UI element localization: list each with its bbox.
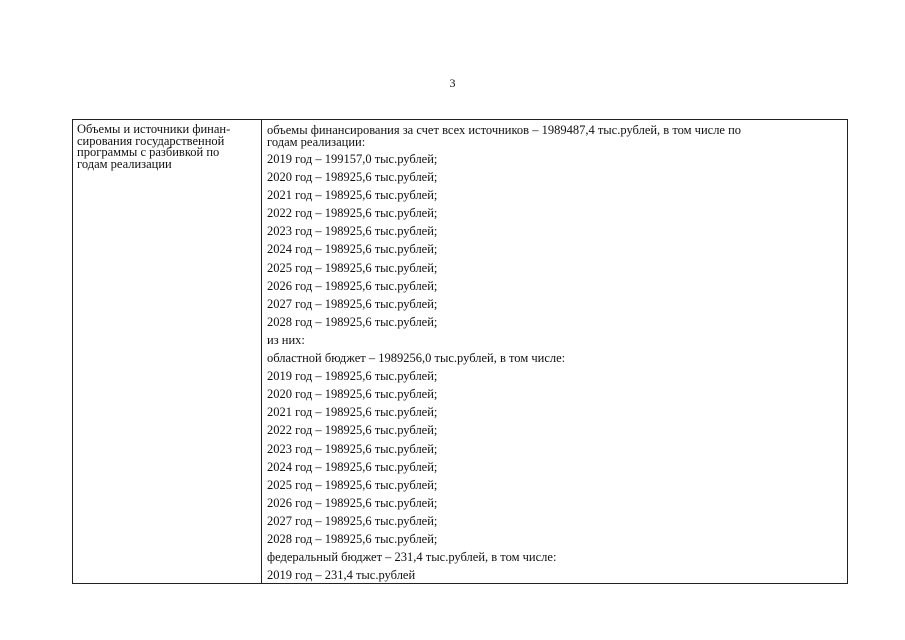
regional-year-row: 2025 год – 198925,6 тыс.рублей; xyxy=(267,477,438,492)
of-them-label: из них: xyxy=(267,332,305,347)
page-number: 3 xyxy=(449,76,456,90)
regional-year-row: 2027 год – 198925,6 тыс.рублей; xyxy=(267,513,438,528)
regional-budget-heading: областной бюджет – 1989256,0 тыс.рублей, в том числе: xyxy=(267,351,566,366)
total-year-row: 2026 год – 198925,6 тыс.рублей; xyxy=(267,278,438,293)
total-year-row: 2021 год – 198925,6 тыс.рублей; xyxy=(267,188,438,203)
section-label-line: программы с разбивкой по xyxy=(77,145,220,159)
regional-year-row: 2021 год – 198925,6 тыс.рублей; xyxy=(267,405,438,420)
total-year-row: 2028 год – 198925,6 тыс.рублей; xyxy=(267,314,438,329)
total-year-row: 2027 год – 198925,6 тыс.рублей; xyxy=(267,296,438,311)
total-funding-intro xyxy=(267,124,843,148)
total-year-row: 2023 год – 198925,6 тыс.рублей; xyxy=(267,224,438,239)
intro-line: годам реализации: xyxy=(267,135,366,149)
regional-year-row: 2024 год – 198925,6 тыс.рублей; xyxy=(267,459,438,474)
federal-year-row: 2019 год – 231,4 тыс.рублей xyxy=(267,568,416,583)
section-label-cell xyxy=(73,120,262,583)
regional-year-row: 2026 год – 198925,6 тыс.рублей; xyxy=(267,495,438,510)
funding-details-cell xyxy=(263,120,847,587)
regional-year-row: 2019 год – 198925,6 тыс.рублей; xyxy=(267,369,438,384)
federal-budget-heading: федеральный бюджет – 231,4 тыс.рублей, в том числе: xyxy=(267,550,557,565)
regional-year-row: 2022 год – 198925,6 тыс.рублей; xyxy=(267,423,438,438)
total-year-row: 2024 год – 198925,6 тыс.рублей; xyxy=(267,242,438,257)
regional-by-year-list xyxy=(267,367,843,548)
total-year-row: 2022 год – 198925,6 тыс.рублей; xyxy=(267,206,438,221)
total-year-row: 2019 год – 199157,0 тыс.рублей; xyxy=(267,152,438,166)
section-label-line: Объемы и источники финан- xyxy=(77,122,231,136)
regional-year-row: 2020 год – 198925,6 тыс.рублей; xyxy=(267,387,438,402)
section-label-line: сирования государственной xyxy=(77,133,225,148)
intro-line: объемы финансирования за счет всех источников – 1989487,4 тыс.рублей, в том числе по xyxy=(267,123,742,137)
total-year-row: 2025 год – 198925,6 тыс.рублей; xyxy=(267,260,438,275)
regional-year-row: 2023 год – 198925,6 тыс.рублей; xyxy=(267,441,438,456)
section-label-line: годам реализации xyxy=(77,156,172,171)
regional-year-row: 2028 год – 198925,6 тыс.рублей; xyxy=(267,531,438,546)
total-by-year-list xyxy=(267,150,843,331)
funding-table xyxy=(72,119,848,584)
total-year-row: 2020 год – 198925,6 тыс.рублей; xyxy=(267,170,438,185)
